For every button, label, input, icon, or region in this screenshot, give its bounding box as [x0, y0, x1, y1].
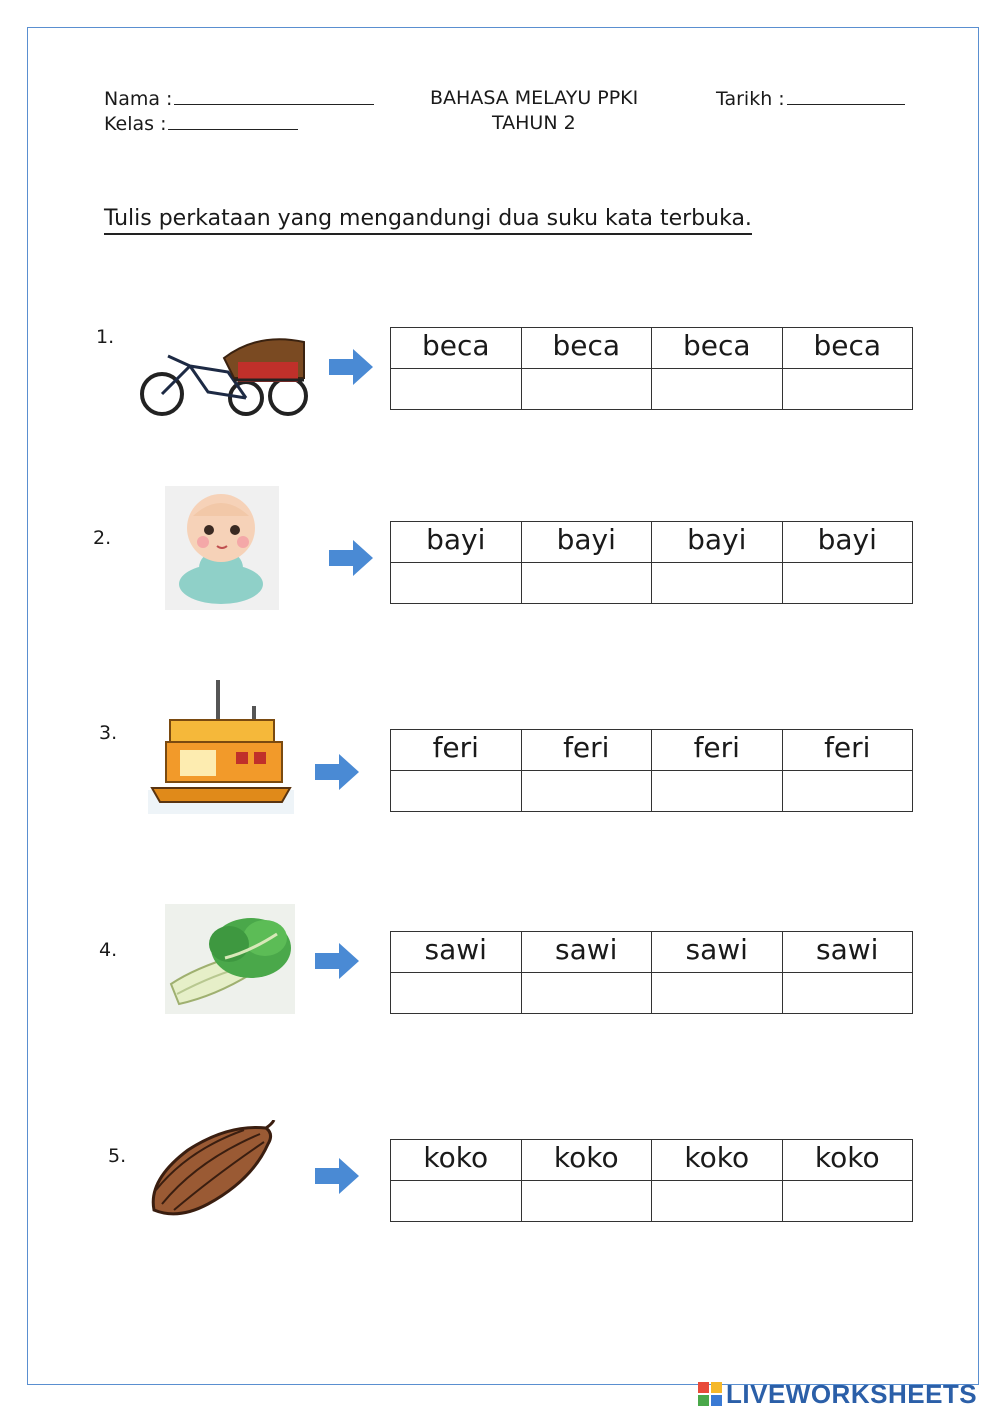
question-number: 2.: [93, 527, 112, 549]
answer-input-cell[interactable]: [782, 973, 913, 1014]
answer-input-cell[interactable]: [652, 563, 783, 604]
instruction-text: Tulis perkataan yang mengandungi dua suku kata terbuka.: [104, 205, 752, 235]
answer-input-cell[interactable]: [652, 369, 783, 410]
word-cell: koko: [652, 1140, 783, 1181]
answer-input-cell[interactable]: [652, 771, 783, 812]
question-number: 4.: [99, 939, 118, 961]
word-cell: koko: [521, 1140, 652, 1181]
answer-input-cell[interactable]: [391, 369, 522, 410]
word-cell: beca: [652, 328, 783, 369]
arrow-icon: [315, 943, 359, 979]
answer-input-cell[interactable]: [652, 973, 783, 1014]
arrow-icon: [315, 754, 359, 790]
word-cell: koko: [391, 1140, 522, 1181]
answer-table: [390, 521, 913, 604]
word-cell: bayi: [391, 522, 522, 563]
answer-input-cell[interactable]: [521, 771, 652, 812]
name-field: [104, 86, 374, 111]
answer-input-cell[interactable]: [782, 369, 913, 410]
answer-input-cell[interactable]: [391, 563, 522, 604]
question-number: 3.: [99, 722, 118, 744]
subject-title: BAHASA MELAYU PPKI: [430, 87, 639, 109]
word-cell: sawi: [521, 932, 652, 973]
name-label: Nama :: [104, 88, 173, 110]
word-cell: feri: [521, 730, 652, 771]
class-label: Kelas :: [104, 113, 167, 135]
word-cell: bayi: [521, 522, 652, 563]
answer-input-cell[interactable]: [782, 563, 913, 604]
ferry-picture: [148, 680, 294, 814]
word-cell: sawi: [782, 932, 913, 973]
mustard-greens-picture: [165, 904, 295, 1014]
name-input-line[interactable]: [174, 86, 374, 105]
answer-table: [390, 729, 913, 812]
word-cell: beca: [391, 328, 522, 369]
answer-input-cell[interactable]: [782, 1181, 913, 1222]
answer-input-cell[interactable]: [391, 973, 522, 1014]
trishaw-picture: [138, 328, 310, 420]
answer-table: [390, 327, 913, 410]
word-cell: feri: [391, 730, 522, 771]
answer-input-cell[interactable]: [521, 1181, 652, 1222]
answer-input-cell[interactable]: [391, 1181, 522, 1222]
arrow-icon: [329, 349, 373, 385]
class-field: [104, 111, 298, 136]
date-label: Tarikh :: [716, 88, 785, 110]
word-cell: beca: [521, 328, 652, 369]
answer-input-cell[interactable]: [391, 771, 522, 812]
answer-table: [390, 931, 913, 1014]
word-cell: feri: [652, 730, 783, 771]
date-field: [716, 86, 905, 111]
answer-input-cell[interactable]: [521, 973, 652, 1014]
class-input-line[interactable]: [168, 111, 298, 130]
question-number: 1.: [96, 326, 115, 348]
word-cell: beca: [782, 328, 913, 369]
word-cell: feri: [782, 730, 913, 771]
liveworksheets-logo-icon: [698, 1382, 722, 1406]
cocoa-pod-picture: [148, 1120, 276, 1220]
arrow-icon: [329, 540, 373, 576]
answer-input-cell[interactable]: [521, 563, 652, 604]
answer-input-cell[interactable]: [652, 1181, 783, 1222]
answer-input-cell[interactable]: [521, 369, 652, 410]
word-cell: bayi: [652, 522, 783, 563]
question-number: 5.: [108, 1145, 127, 1167]
word-cell: koko: [782, 1140, 913, 1181]
answer-input-cell[interactable]: [782, 771, 913, 812]
answer-table: [390, 1139, 913, 1222]
watermark-text: LIVEWORKSHEETS: [726, 1378, 978, 1409]
word-cell: sawi: [652, 932, 783, 973]
date-input-line[interactable]: [787, 86, 905, 105]
word-cell: sawi: [391, 932, 522, 973]
word-cell: bayi: [782, 522, 913, 563]
liveworksheets-watermark: [698, 1380, 977, 1408]
arrow-icon: [315, 1158, 359, 1194]
baby-picture: [165, 486, 279, 610]
year-title: TAHUN 2: [492, 112, 576, 134]
